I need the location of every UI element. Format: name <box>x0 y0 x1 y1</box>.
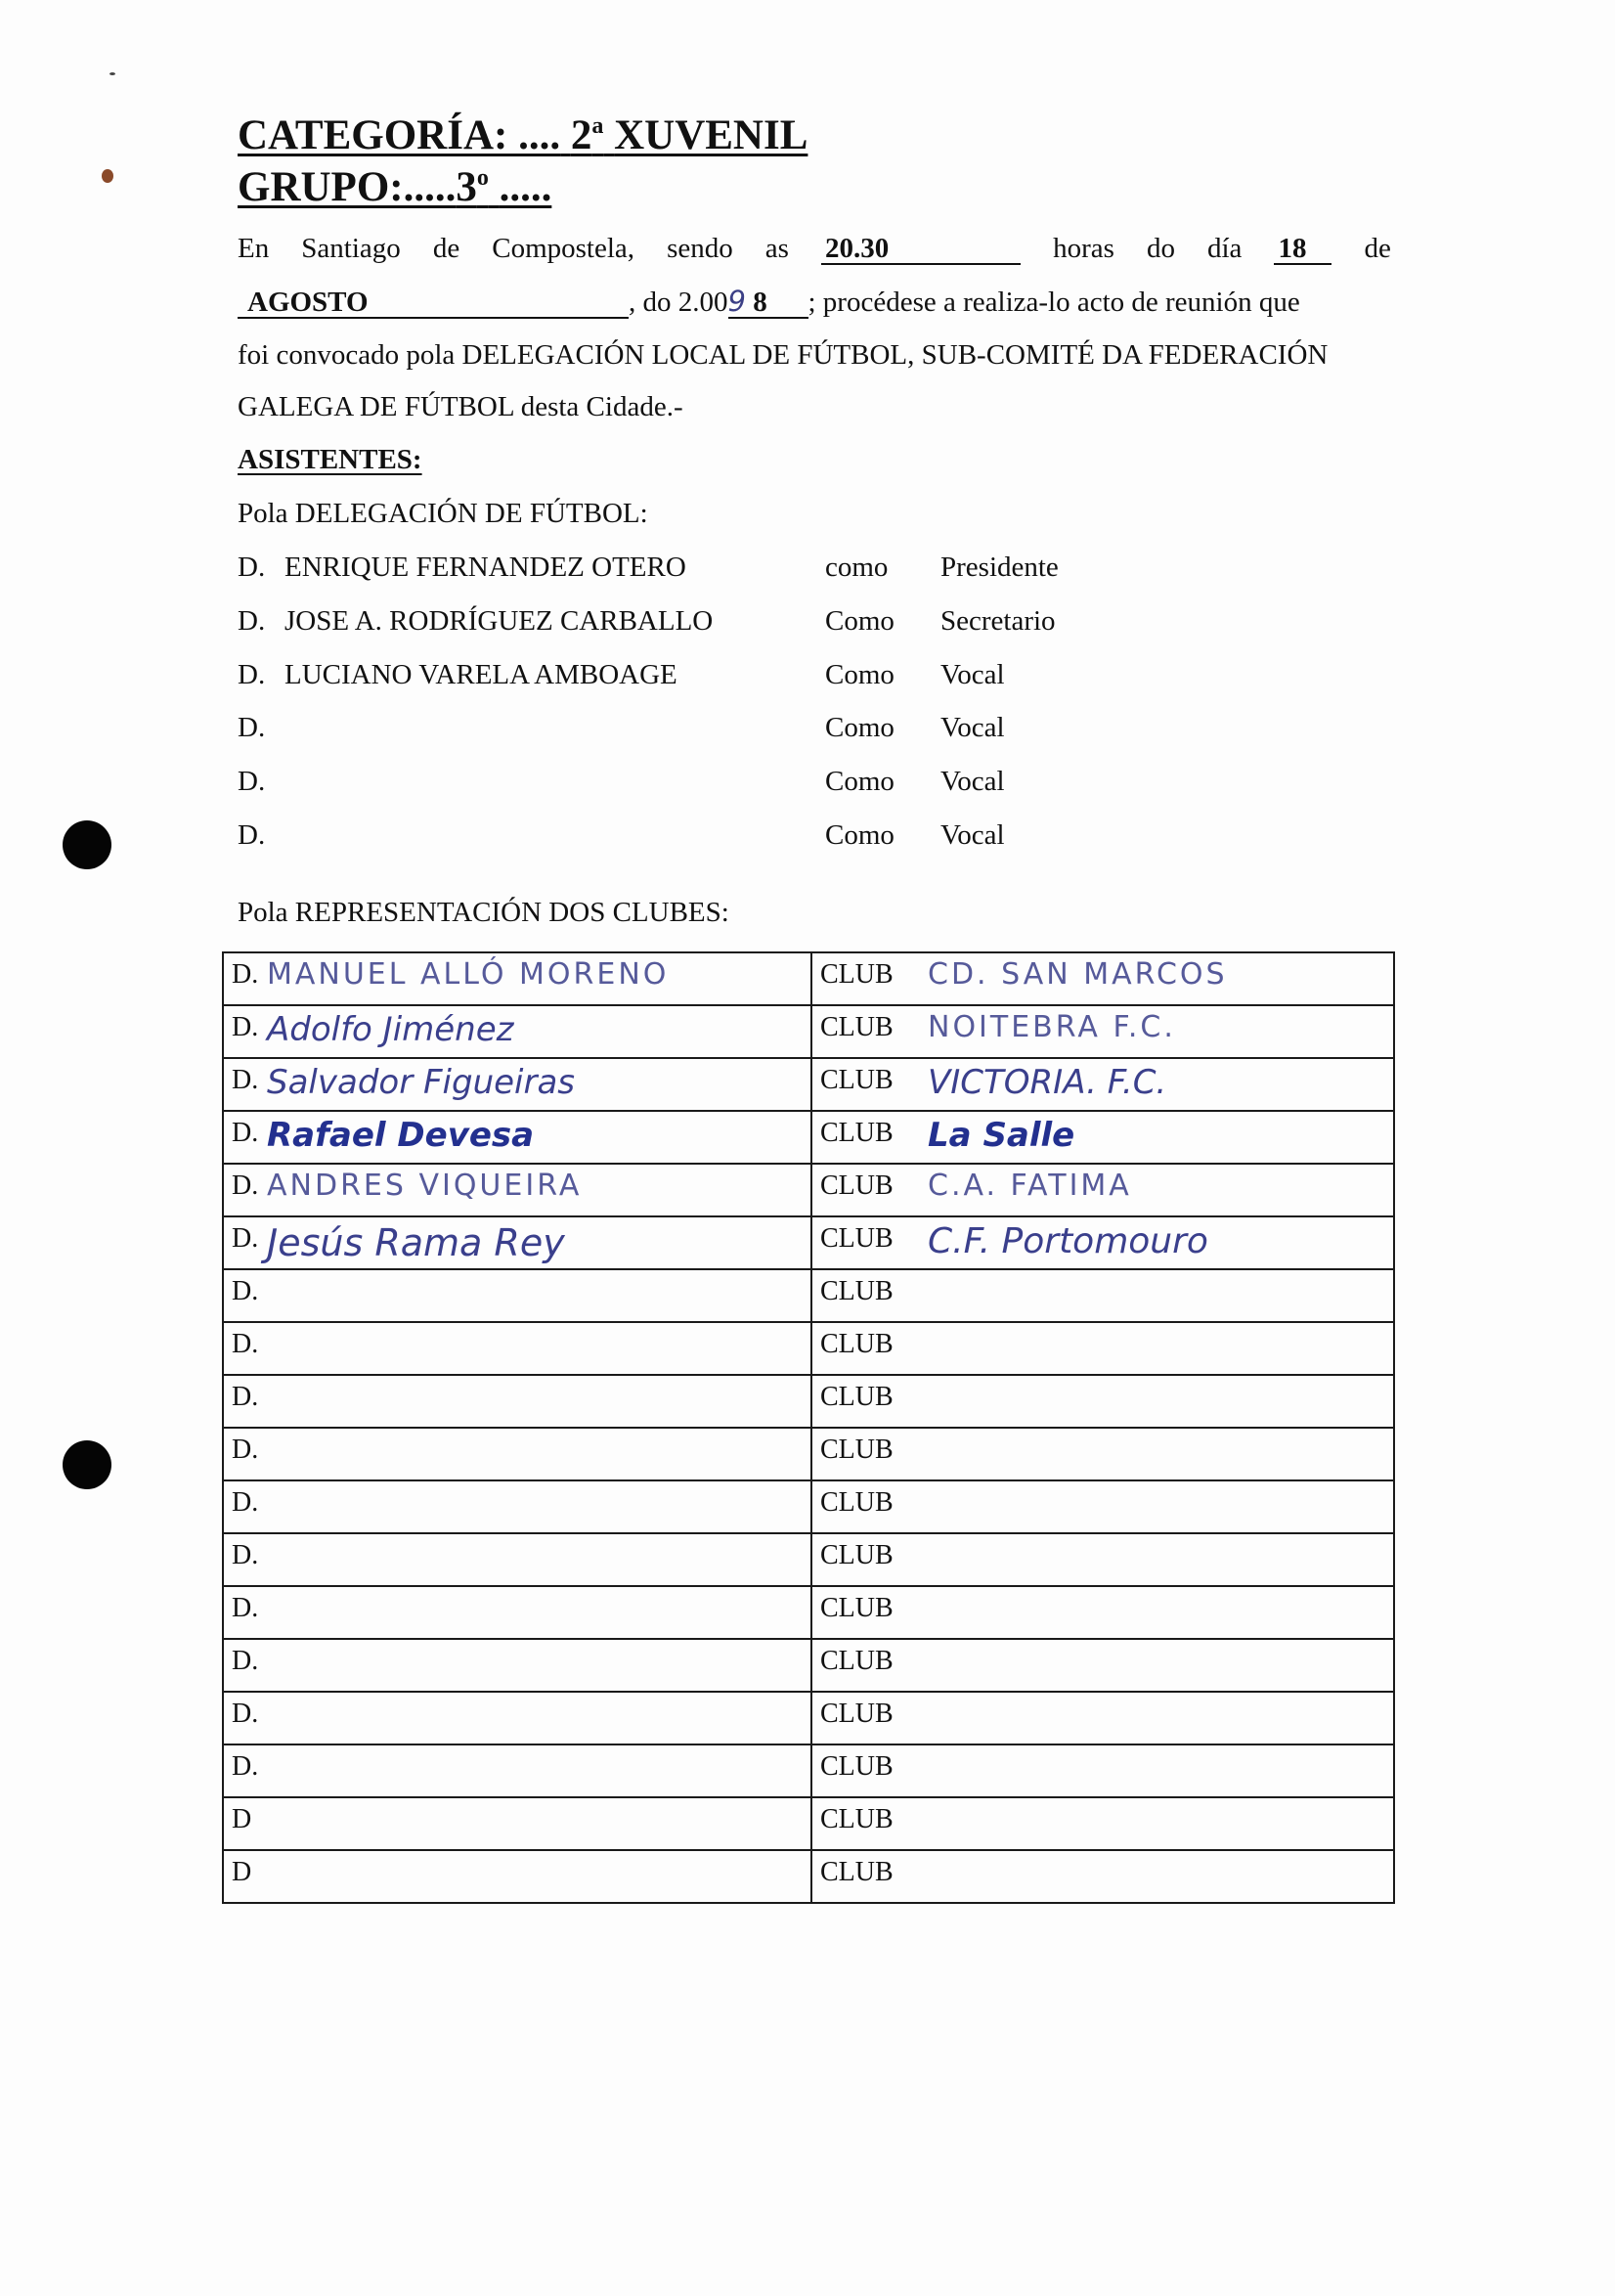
intro-line-4: GALEGA DE FÚTBOL desta Cidade.- <box>238 391 683 422</box>
day-field: 18 <box>1274 235 1331 265</box>
scan-speck <box>109 72 115 75</box>
club-cell: CLUB VICTORIA. F.C. <box>811 1058 1394 1111</box>
hour-field: 20.30 <box>821 235 1021 265</box>
table-row <box>223 1797 1394 1850</box>
club-cell: CLUB <box>811 1850 1394 1903</box>
delegacion-row: D. JOSE A. RODRÍGUEZ CARBALLO Como Secretario <box>238 605 1056 637</box>
attendee-cell: D. <box>223 1586 811 1639</box>
table-row <box>223 1111 1394 1164</box>
attendee-cell: D. <box>223 1428 811 1480</box>
club-cell: CLUB <box>811 1692 1394 1744</box>
attendee-cell: D. <box>223 1322 811 1375</box>
club-cell: CLUB C.F. Portomouro <box>811 1216 1394 1269</box>
intro-line-3: foi convocado pola DELEGACIÓN LOCAL DE FÚTBOL, SUB-COMITÉ DA FEDERACIÓN <box>238 339 1329 371</box>
table-row <box>223 1850 1394 1903</box>
table-row <box>223 1058 1394 1111</box>
table-row <box>223 1639 1394 1692</box>
club-cell: CLUB <box>811 1480 1394 1533</box>
attendee-cell: D. <box>223 1480 811 1533</box>
club-cell: CLUB <box>811 1639 1394 1692</box>
attendee-cell: D. <box>223 1269 811 1322</box>
attendee-cell: D <box>223 1850 811 1903</box>
attendee-cell: D. <box>223 1375 811 1428</box>
table-row <box>223 1164 1394 1216</box>
month-field: AGOSTO <box>238 288 629 319</box>
punch-hole-bottom <box>63 1440 111 1489</box>
club-cell: CLUB <box>811 1269 1394 1322</box>
club-cell: CLUB <box>811 1797 1394 1850</box>
table-row <box>223 1480 1394 1533</box>
table-row <box>223 1216 1394 1269</box>
club-cell: CLUB <box>811 1428 1394 1480</box>
club-cell: CLUB C.A. FATIMA <box>811 1164 1394 1216</box>
attendee-cell: D. <box>223 1639 811 1692</box>
club-cell: CLUB <box>811 1375 1394 1428</box>
table-row <box>223 1322 1394 1375</box>
attendee-cell: D. Rafael Devesa <box>223 1111 811 1164</box>
intro-line-2: AGOSTO , do 2.009 8 ; procédese a realiza-lo acto de reunión que <box>238 287 1391 319</box>
attendee-cell: D. <box>223 1744 811 1797</box>
attendee-cell: D. MANUEL ALLÓ MORENO <box>223 952 811 1005</box>
delegacion-heading: Pola DELEGACIÓN DE FÚTBOL: <box>238 498 648 529</box>
club-cell: CLUB <box>811 1744 1394 1797</box>
club-cell: CLUB <box>811 1586 1394 1639</box>
table-row <box>223 1428 1394 1480</box>
attendee-cell: D. <box>223 1692 811 1744</box>
attendee-cell: D. Salvador Figueiras <box>223 1058 811 1111</box>
table-row <box>223 1744 1394 1797</box>
attendee-cell: D <box>223 1797 811 1850</box>
club-cell: CLUB <box>811 1322 1394 1375</box>
punch-hole-top <box>63 820 111 869</box>
table-row <box>223 952 1394 1005</box>
delegacion-row: D. Como Vocal <box>238 766 1005 797</box>
attendee-cell: D. <box>223 1533 811 1586</box>
club-cell: CLUB CD. SAN MARCOS <box>811 952 1394 1005</box>
table-row <box>223 1005 1394 1058</box>
table-row <box>223 1269 1394 1322</box>
categoria-heading: CATEGORÍA: .... 2$^a$ XUVENIL <box>238 112 808 158</box>
year-field: 9 8 <box>728 287 808 319</box>
attendee-cell: D. Jesús Rama Rey <box>223 1216 811 1269</box>
delegacion-row: D. ENRIQUE FERNANDEZ OTERO como Presidente <box>238 552 1059 583</box>
attendee-cell: D. Adolfo Jiménez <box>223 1005 811 1058</box>
table-row <box>223 1586 1394 1639</box>
grupo-heading: GRUPO:.....3$^o$ ..... <box>238 164 552 210</box>
club-cell: CLUB <box>811 1533 1394 1586</box>
table-row <box>223 1692 1394 1744</box>
intro-line-1: En Santiago de Compostela, sendo as 20.30 horas do día 18 de <box>238 233 1391 264</box>
table-row <box>223 1375 1394 1428</box>
club-cell: CLUB La Salle <box>811 1111 1394 1164</box>
table-row <box>223 1533 1394 1586</box>
delegacion-row: D. Como Vocal <box>238 712 1005 743</box>
delegacion-row: D. LUCIANO VARELA AMBOAGE Como Vocal <box>238 659 1005 690</box>
club-cell: CLUB NOITEBRA F.C. <box>811 1005 1394 1058</box>
delegacion-row: D. Como Vocal <box>238 819 1005 851</box>
asistentes-heading: ASISTENTES: <box>238 444 422 475</box>
attendee-cell: D. ANDRES VIQUEIRA <box>223 1164 811 1216</box>
clubes-heading: Pola REPRESENTACIÓN DOS CLUBES: <box>238 897 729 928</box>
scan-speck <box>102 169 113 183</box>
clubs-table <box>222 951 1395 1904</box>
